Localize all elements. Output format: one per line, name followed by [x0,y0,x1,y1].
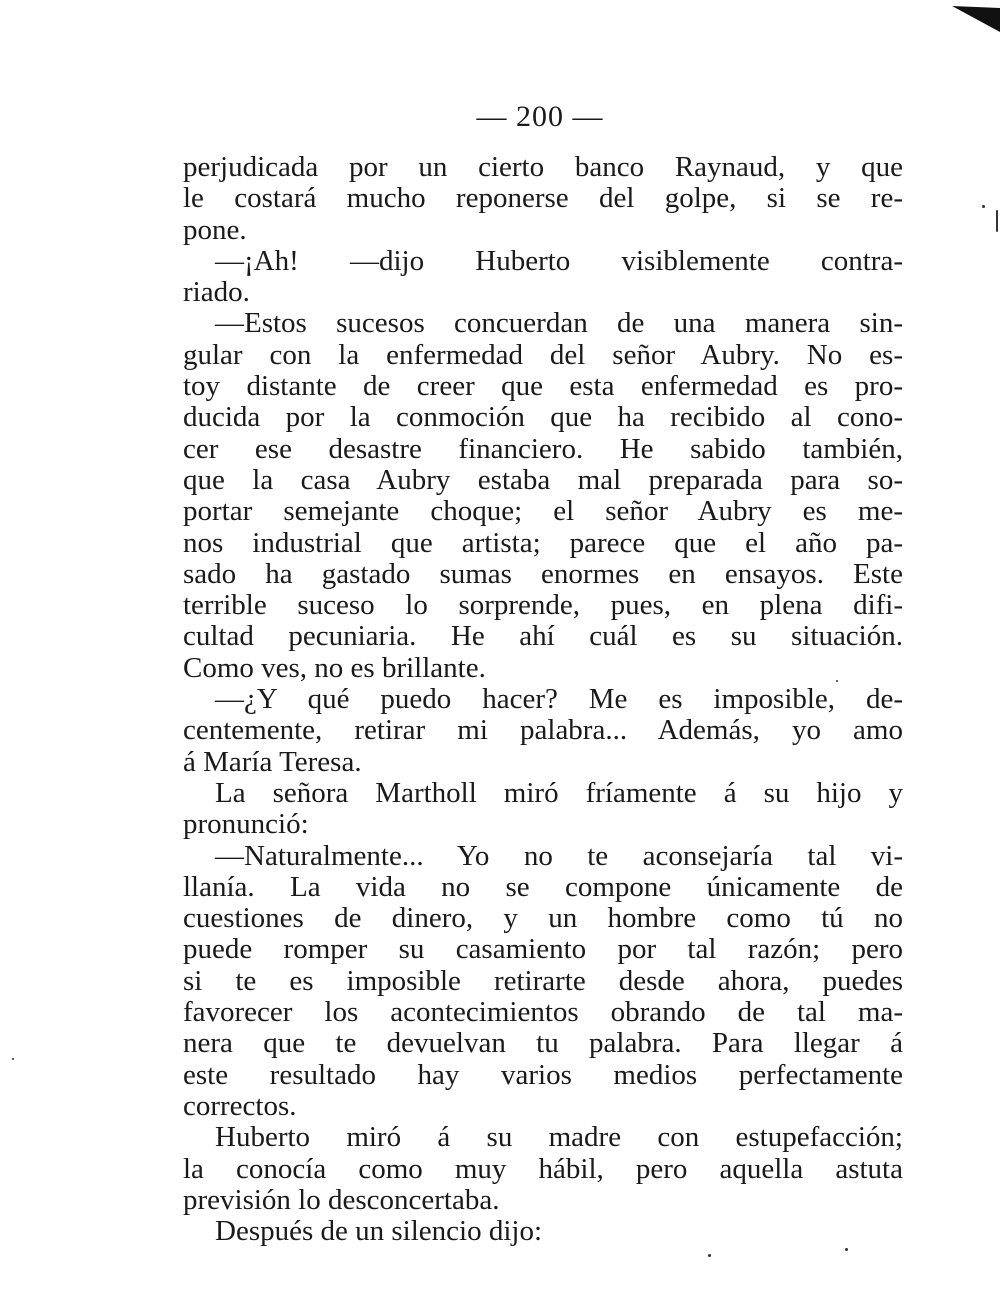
text-line: centemente, retirar mi palabra... Además, yo amo [183,714,903,747]
scan-speck [12,1058,14,1060]
text-line: —Naturalmente... Yo no te aconsejaría tal vi- [215,839,903,872]
scan-speck [836,680,838,682]
text-line: previsión lo desconcertaba. [183,1183,500,1216]
text-line: toy distante de creer que esta enfermedad es pro- [183,370,903,403]
text-line: que la casa Aubry estaba mal preparada para so- [183,463,903,496]
body-text [183,152,903,1247]
text-line: nos industrial que artista; parece que el año pa- [183,526,903,559]
text-line: Después de un silencio dijo: [215,1215,543,1248]
text-line: favorecer los acontecimientos obrando de tal ma- [183,996,903,1029]
scan-speck [708,1254,711,1257]
text-line: ducida por la conmoción que ha recibido al cono- [183,401,903,434]
text-line: —¡Ah! —dijo Huberto visiblemente contra- [215,244,903,277]
text-line: perjudicada por un cierto banco Raynaud, y que [183,151,903,183]
text-line: sado ha gastado sumas enormes en ensayos. Este [183,557,903,590]
text-line: cer ese desastre financiero. He sabido también, [183,432,903,465]
text-line: á María Teresa. [183,745,362,778]
text-line: —Estos sucesos concuerdan de una manera sin- [215,307,903,340]
text-line: Huberto miró á su madre con estupefacción; [215,1121,903,1154]
scan-corner-mark [952,4,1000,34]
text-line: le costará mucho reponerse del golpe, si se re- [183,182,903,215]
text-line: cultad pecuniaria. He ahí cuál es su situación. [183,620,903,653]
text-line: terrible suceso lo sorprende, pues, en plena difi- [183,589,903,622]
text-line: correctos. [183,1089,297,1122]
text-line: portar semejante choque; el señor Aubry es me- [183,495,903,528]
scan-speck [845,1248,848,1251]
text-line: si te es imposible retirarte desde ahora, puedes [183,964,903,997]
text-line: La señora Martholl miró fríamente á su hijo y [215,776,903,809]
text-line: puede romper su casamiento por tal razón; pero [183,933,903,966]
text-line: llanía. La vida no se compone únicamente de [183,870,903,903]
text-line: este resultado hay varios medios perfectamente [183,1058,903,1091]
text-line: pone. [183,213,247,246]
page-number: — 200 — [476,100,604,133]
scan-speck [996,210,998,232]
text-line: pronunció: [183,808,309,841]
text-line: Como ves, no es brillante. [183,651,486,684]
text-line: riado. [183,276,250,309]
text-line: nera que te devuelvan tu palabra. Para llegar á [183,1027,903,1060]
text-line: —¿Y qué puedo hacer? Me es imposible, de- [215,683,903,716]
text-line: cuestiones de dinero, y un hombre como tú no [183,902,903,935]
scan-speck [982,205,985,208]
text-line: la conocía como muy hábil, pero aquella astuta [183,1152,903,1185]
text-line: gular con la enfermedad del señor Aubry. No es- [183,338,903,371]
